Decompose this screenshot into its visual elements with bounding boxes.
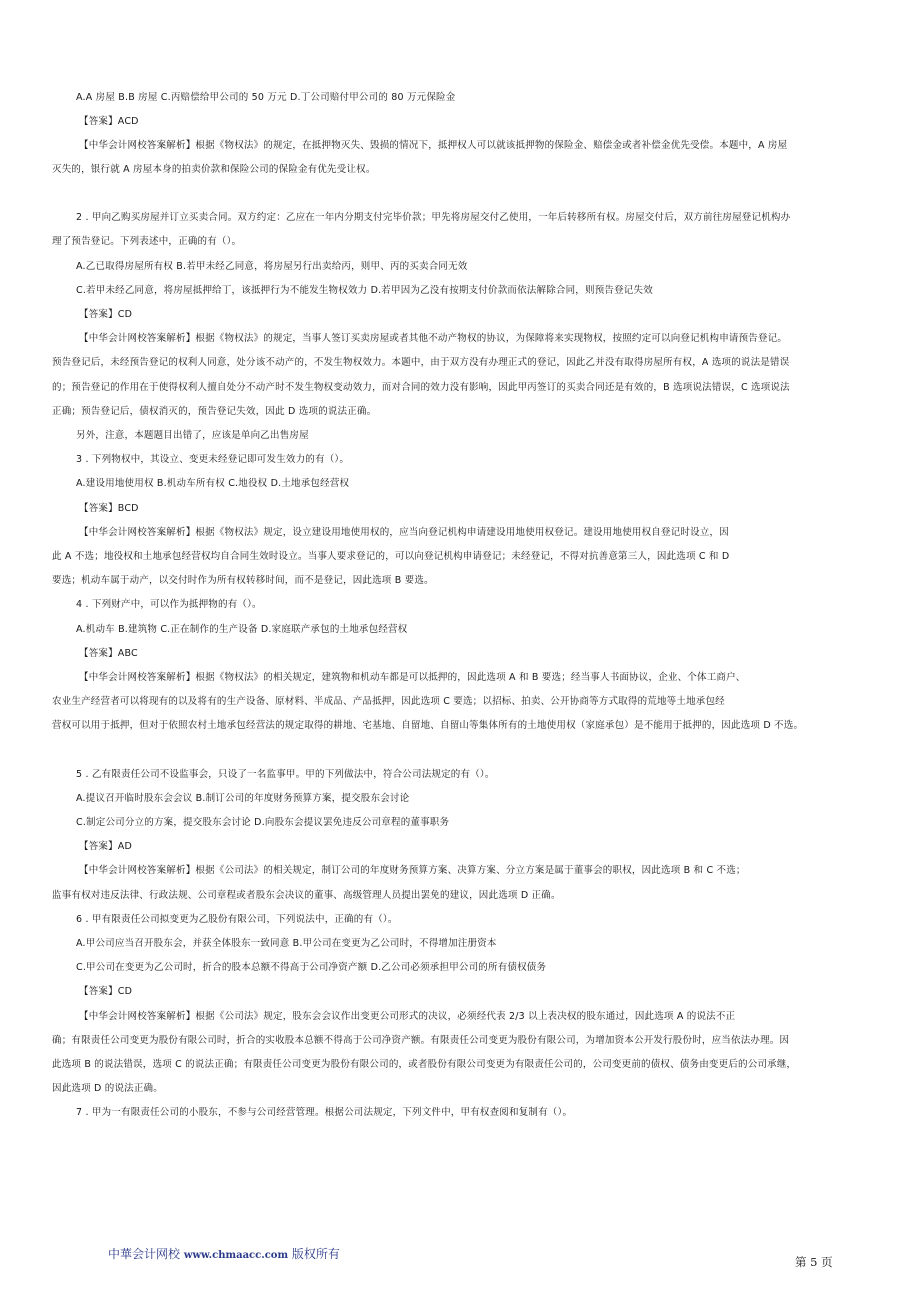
answer-q5: 【答案】AD <box>79 841 133 852</box>
question-2-line2: 理了预告登记。下列表述中，正确的有（）。 <box>52 236 242 247</box>
analysis-q2-line2: 预告登记后，未经预告登记的权利人同意，处分该不动产的，不发生物权效力。本题中，由于双方没有办理正式的登记，因此乙并没有取得房屋所有权，A 选项的说法是错误 <box>52 357 790 368</box>
question-5: 5 . 乙有限责任公司不设监事会，只设了一名监事甲。甲的下列做法中，符合公司法规定的有（）。 <box>76 769 495 780</box>
analysis-q2-line3: 的；预告登记的作用在于使得权利人擅自处分不动产时不发生物权变动效力，而对合同的效力没有影响，因此甲丙签订的买卖合同还是有效的，B 选项说法错误，C 选项说法 <box>52 382 790 393</box>
footer-brand <box>108 1245 340 1262</box>
answer-q4: 【答案】ABC <box>79 648 138 659</box>
option-line-q5-1: A.提议召开临时股东会会议 B.制订公司的年度财务预算方案，提交股东会讨论 <box>76 793 410 804</box>
option-line-q6-2: C.甲公司在变更为乙公司时，折合的股本总额不得高于公司净资产额 D.乙公司必须承担甲公司的所有债权债务 <box>76 962 547 973</box>
answer-q6: 【答案】CD <box>79 986 133 997</box>
analysis-q4-line3: 营权可以用于抵押，但对于依照农村土地承包经营法的规定取得的耕地、宅基地、自留地、自留山等集体所有的土地使用权（家庭承包）是不能用于抵押的，因此选项 D 不选。 <box>52 720 804 731</box>
analysis-q5-line1: 【中华会计网校答案解析】根据《公司法》的相关规定，制订公司的年度财务预算方案、决算方案、分立方案是属于董事会的职权，因此选项 B 和 C 不选； <box>79 865 746 876</box>
answer-q2: 【答案】CD <box>79 309 133 320</box>
answer-q1: 【答案】ACD <box>79 116 139 127</box>
analysis-q1-line2: 灭失的，银行就 A 房屋本身的拍卖价款和保险公司的保险金有优先受让权。 <box>52 164 376 175</box>
analysis-q1-line1: 【中华会计网校答案解析】根据《物权法》的规定，在抵押物灭失、毁损的情况下，抵押权人可以就该抵押物的保险金、赔偿金或者补偿金优先受偿。本题中，A 房屋 <box>79 140 788 151</box>
footer-brand-name: 中華会计网校 <box>108 1247 181 1261</box>
option-line-q2-2: C.若甲未经乙同意，将房屋抵押给丁，该抵押行为不能发生物权效力 D.若甲因为乙没有按期支付价款而依法解除合同，则预告登记失效 <box>76 285 653 296</box>
analysis-q6-line3: 此选项 B 的说法错误，选项 C 的说法正确；有限责任公司变更为股份有限公司的，或者股份有限公司变更为有限责任公司的，公司变更前的债权、债务由变更后的公司承继， <box>52 1059 797 1070</box>
analysis-q6-line2: 确；有限责任公司变更为股份有限公司时，折合的实收股本总额不得高于公司净资产额。有限责任公司变更为股份有限公司，为增加资本公开发行股份时，应当依法办理。因 <box>52 1035 790 1046</box>
option-line-q3: A.建设用地使用权 B.机动车所有权 C.地役权 D.土地承包经营权 <box>76 478 350 489</box>
option-line-q4: A.机动车 B.建筑物 C.正在制作的生产设备 D.家庭联产承包的土地承包经营权 <box>76 624 408 635</box>
footer-copyright: 版权所有 <box>291 1247 340 1261</box>
page-number: 第 5 页 <box>795 1255 833 1269</box>
option-line-q2-1: A.乙已取得房屋所有权 B.若甲未经乙同意，将房屋另行出卖给丙，则甲、丙的买卖合同无效 <box>76 261 468 272</box>
analysis-q5-line2: 监事有权对违反法律、行政法规、公司章程或者股东会决议的董事、高级管理人员提出罢免的建议，因此选项 D 正确。 <box>52 890 561 901</box>
question-7: 7 . 甲为一有限责任公司的小股东，不参与公司经营管理。根据公司法规定，下列文件中，甲有权查阅和复制有（）。 <box>76 1107 573 1118</box>
option-line-q6-1: A.甲公司应当召开股东会，并获全体股东一致同意 B.甲公司在变更为乙公司时，不得增加注册资本 <box>76 938 497 949</box>
analysis-q4-line2: 农业生产经营者可以将现有的以及将有的生产设备、原材料、半成品、产品抵押，因此选项 C 要选；以招标、拍卖、公开协商等方式取得的荒地等土地承包经 <box>52 696 725 707</box>
analysis-q2-line1: 【中华会计网校答案解析】根据《物权法》的规定，当事人签订买卖房屋或者其他不动产物权的协议，为保障将来实现物权，按照约定可以向登记机构申请预告登记。 <box>79 333 788 344</box>
question-4: 4 . 下列财产中，可以作为抵押物的有（）。 <box>76 599 262 610</box>
option-line-q1: A.A 房屋 B.B 房屋 C.丙赔偿给甲公司的 50 万元 D.丁公司赔付甲公司的 80 万元保险金 <box>76 92 456 103</box>
analysis-q3-line1: 【中华会计网校答案解析】根据《物权法》规定，设立建设用地使用权的，应当向登记机构申请建设用地使用权登记。建设用地使用权自登记时设立，因 <box>79 527 729 538</box>
analysis-q3-line3: 要选；机动车属于动产，以交付时作为所有权转移时间，而不是登记，因此选项 B 要选。 <box>52 575 434 586</box>
footer-url[interactable]: www.chmaacc.com <box>183 1250 289 1261</box>
question-2-line1: 2 . 甲向乙购买房屋并订立买卖合同。双方约定：乙应在一年内分期支付完毕价款；甲先将房屋交付乙使用，一年后转移所有权。房屋交付后，双方前往房屋登记机构办 <box>76 212 791 223</box>
analysis-q4-line1: 【中华会计网校答案解析】根据《物权法》的相关规定，建筑物和机动车都是可以抵押的，因此选项 A 和 B 要选；经当事人书面协议，企业、个体工商户、 <box>79 672 746 683</box>
question-3: 3 . 下列物权中，其设立、变更未经登记即可发生效力的有（）。 <box>76 454 350 465</box>
analysis-q6-line1: 【中华会计网校答案解析】根据《公司法》规定，股东会会议作出变更公司形式的决议，必须经代表 2/3 以上表决权的股东通过，因此选项 A 的说法不正 <box>79 1011 736 1022</box>
question-6: 6 . 甲有限责任公司拟变更为乙股份有限公司，下列说法中，正确的有（）。 <box>76 914 398 925</box>
option-line-q5-2: C.制定公司分立的方案，提交股东会讨论 D.向股东会提议罢免违反公司章程的董事职务 <box>76 817 450 828</box>
analysis-q6-line4: 因此选项 D 的说法正确。 <box>52 1083 163 1094</box>
answer-q3: 【答案】BCD <box>79 503 139 514</box>
analysis-q3-line2: 此 A 不选；地役权和土地承包经营权均自合同生效时设立。当事人要求登记的，可以向登记机构申请登记；未经登记，不得对抗善意第三人，因此选项 C 和 D <box>52 551 730 562</box>
analysis-q2-line4: 正确；预告登记后，债权消灭的，预告登记失效，因此 D 选项的说法正确。 <box>52 406 377 417</box>
note-q2: 另外，注意，本题题目出错了，应该是单向乙出售房屋 <box>76 430 309 441</box>
